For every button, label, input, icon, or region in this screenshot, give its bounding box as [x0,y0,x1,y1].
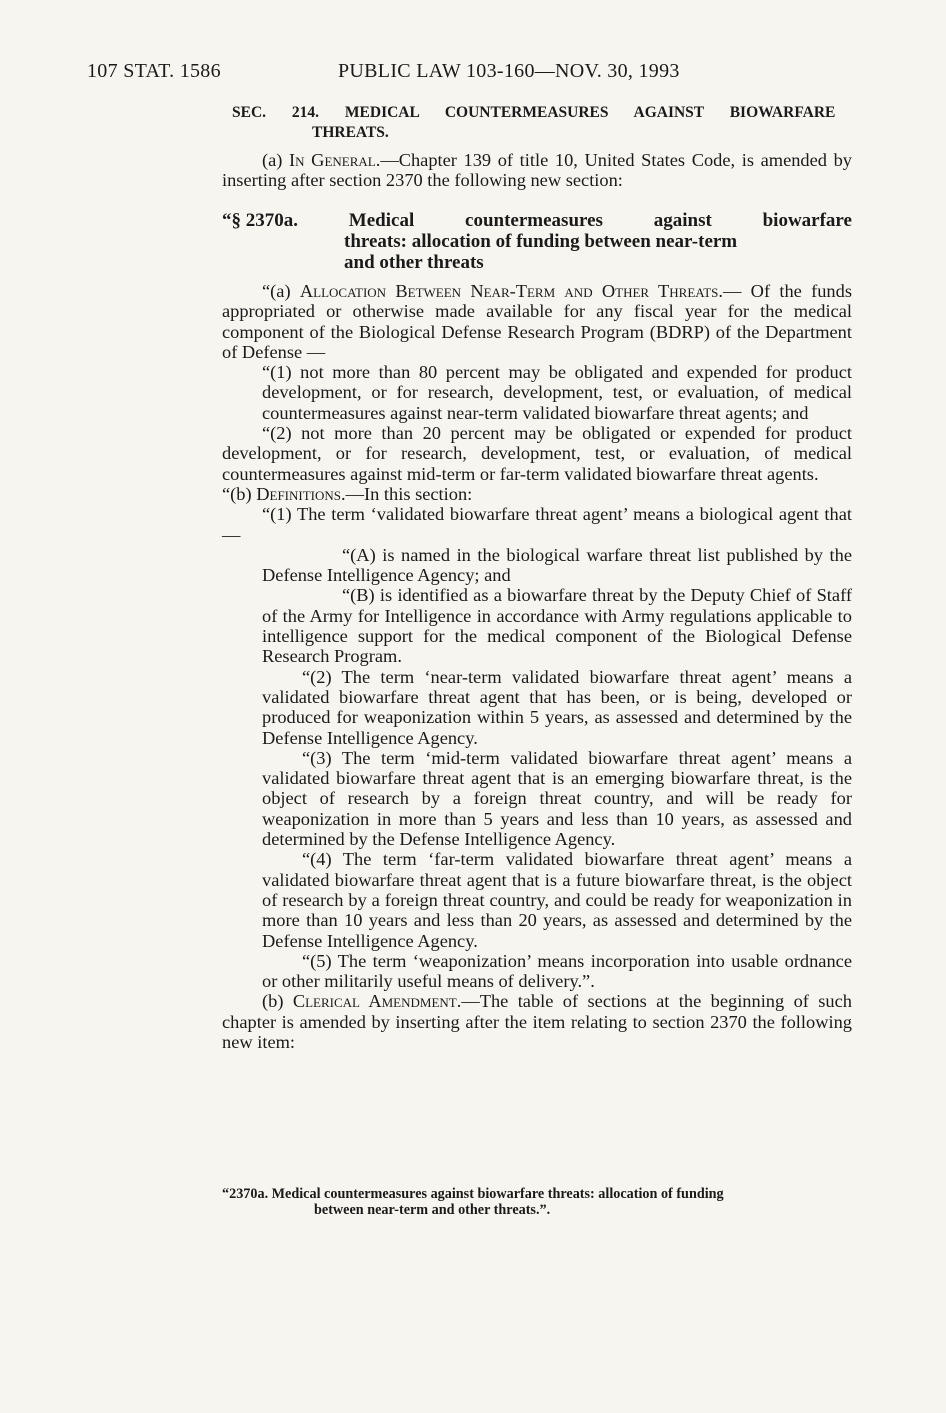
new-section-heading-line2: threats: allocation of funding between near-term [344,231,738,252]
paragraph-heading: Allocation Between Near-Term and Other Threats. [299,281,723,301]
definitions-items [222,667,852,992]
paragraph-b4: “(4) The term ‘far-term validated biowarfare threat agent’ means a validated biowarfare threat agent that is a future biowarfare threat, is the object of research by a foreign threat country, and could be ready for weaponization in more than 10 years and less than 20 years, as assessed and determined by the Defense Intelligence Agency. [262,849,852,951]
subsection-a [222,281,852,362]
section-title-line1 [232,103,852,123]
paragraph-b1B: “(B) is identified as a biowarfare threat by the Deputy Chief of Staff of the Army for Intelligence in accordance with Army regulations applicable to intelligence support for the medical component of the Biological Defense Research Program. [262,585,852,667]
heading-word: countermeasures [465,210,603,231]
page-stat-reference: 107 STAT. 1586 [87,60,221,82]
clerical-item-line1: “2370a. Medical countermeasures against biowarfare threats: allocation of funding [222,1186,724,1202]
paragraph-b2: “(2) The term ‘near-term validated biowarfare threat agent’ means a validated biowarfare threat agent that has been, or is being, developed or produced for weaponization within 5 years, as assessed and determined by the Defense Intelligence Agency. [262,666,852,748]
paragraph-heading: Clerical Amendment. [292,991,462,1012]
paragraph-label: (b) [262,991,293,1012]
new-section-heading-line3: and other threats [344,252,484,273]
subsection-b [222,484,852,504]
paragraph-label: (a) [262,150,290,170]
clerical-item-line2: between near-term and other threats.”. [314,1202,551,1218]
paragraph-b1A: “(A) is named in the biological warfare threat list published by the Defense Intelligence Agency; and [262,544,852,586]
paragraph-a1: “(1) not more than 80 percent may be obligated and expended for product development, or for research, development, test, or evaluation, of medical countermeasures against near-term validated biowarfare threat agents; and [262,362,852,423]
page-running-header: PUBLIC LAW 103-160—NOV. 30, 1993 [338,60,680,82]
new-section-heading [222,210,852,273]
paragraph-b3: “(3) The term ‘mid-term validated biowarfare threat agent’ means a validated biowarfare threat agent that is an emerging biowarfare threat, is the object of research by a foreign threat country, and will be ready for weaponization in more than 5 years and less than 10 years, as assessed and determined by the Defense Intelligence Agency. [262,747,852,850]
paragraph-a2: “(2) not more than 20 percent may be obligated or expended for product development, or for research, development, test, or evaluation, of medical countermeasures against mid-term or far-term validated biowarfare threat agents. [222,423,852,484]
subsection-a-general [222,150,852,191]
section-title-line2: THREATS. [312,124,389,141]
paragraph-text: —The table of sections at the beginning of such chapter is amended by inserting after the item relating to section 2370 the following new item: [222,991,852,1052]
section-body [222,281,852,1052]
paragraph-b1-items [222,545,852,667]
paragraph-label: “(b) [222,483,257,504]
section-title [232,103,852,143]
clerical-new-item [222,1186,852,1218]
heading-word: biowarfare [762,210,852,231]
subsection-a-items [222,362,852,423]
paragraph [222,150,852,191]
paragraph-text: —Chapter 139 of title 10, United States Code, is amended by inserting after section 2370 the following new section: [222,150,852,191]
paragraph-text: — Of the funds appropriated or otherwise made available for any fiscal year for the medical component of the Biological Defense Research Program (BDRP) of the Department of Defense — [222,281,852,362]
heading-word: Medical [348,210,415,231]
paragraph-text: —In this section: [345,483,473,504]
paragraph-b1: “(1) The term ‘validated biowarfare threat agent’ means a biological agent that— [222,504,852,545]
new-section-heading-line1 [222,210,852,231]
heading-word: against [653,210,712,231]
paragraph-heading: In General. [289,150,381,170]
new-section-number: “§ 2370a. [222,210,298,231]
subsection-b-clerical [222,991,852,1052]
section-title-text: SEC. 214. MEDICAL COUNTERMEASURES AGAINST BIOWARFARE [232,104,836,121]
paragraph-label: “(a) [262,281,300,301]
paragraph-b5: “(5) The term ‘weaponization’ means incorporation into usable ordnance or other militarily useful means of delivery.”. [262,950,852,992]
paragraph-heading: Definitions. [256,483,346,504]
